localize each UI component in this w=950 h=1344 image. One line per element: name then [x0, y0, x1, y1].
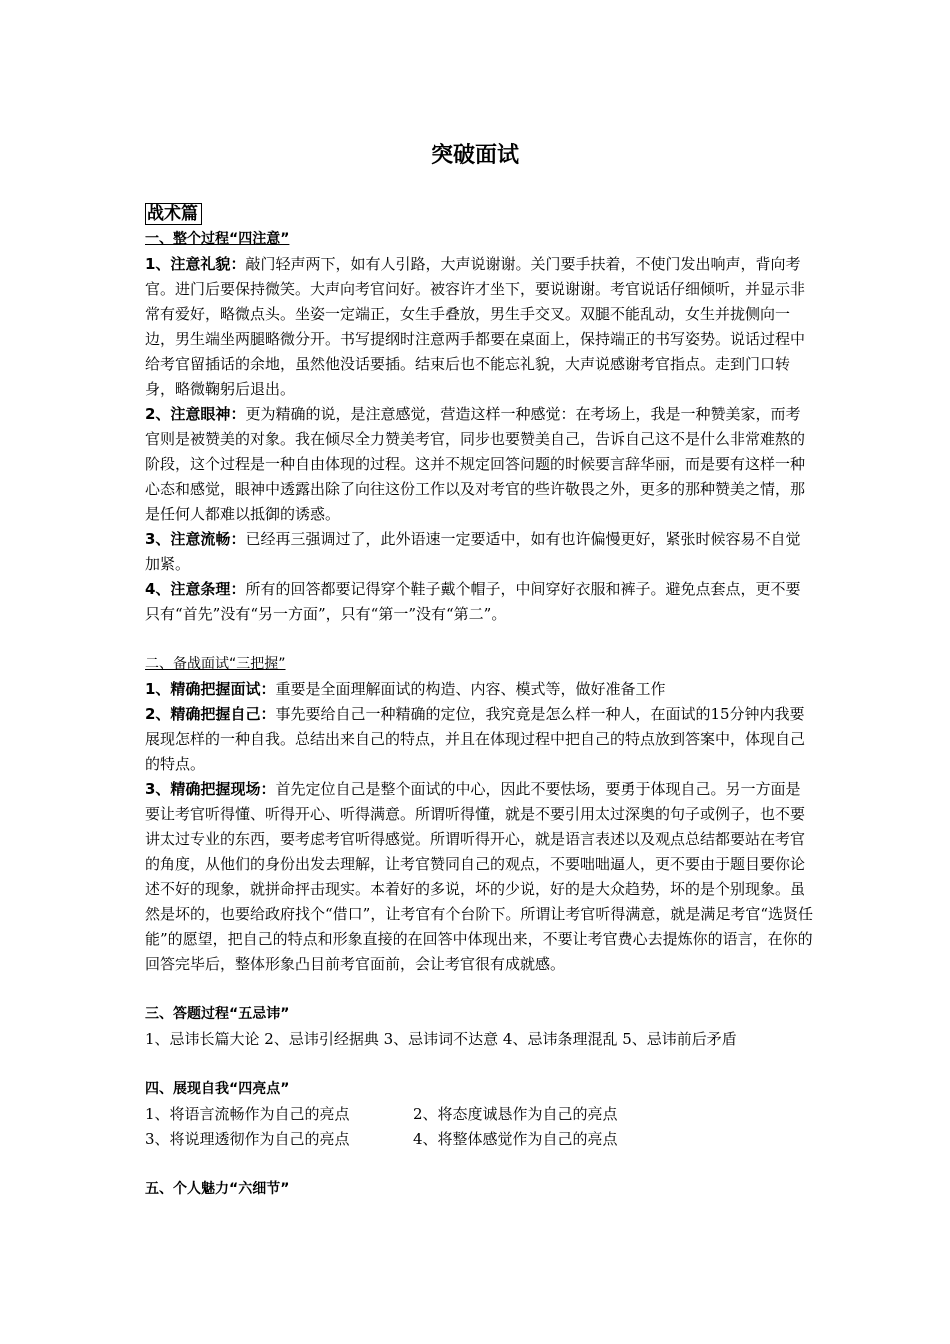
paragraph: [145, 702, 815, 777]
section-heading-2: 二、备战面试“三把握”: [145, 656, 286, 672]
paragraph: 1、忌讳长篇大论 2、忌讳引经据典 3、忌讳词不达意 4、忌讳条理混乱 5、忌讳前后矛盾: [145, 1030, 737, 1048]
section-heading-4: 四、展现自我“四亮点”: [145, 1081, 290, 1097]
item-lead: 1、精确把握面试：: [145, 680, 276, 698]
highlight-item: 4、将整体感觉作为自己的亮点: [413, 1130, 618, 1148]
item-text: 更为精确的说，是注意感觉，营造这样一种感觉：在考场上，我是一种赞美家，而考官则是被赞美的对象。我在倾尽全力赞美考官，同步也要赞美自己，告诉自己这不是什么非常难熬的阶段，这个过程是一种自由体现的过程。这并不规定回答问题的时候要言辞华丽，而是要有这样一种心态和感觉，眼神中透露出除了向往这份工作以及对考官的些许敬畏之外，更多的那种赞美之情，那是任何人都难以抵御的诱惑。: [145, 405, 806, 523]
highlight-item: 2、将态度诚恳作为自己的亮点: [413, 1105, 618, 1123]
item-text: 所有的回答都要记得穿个鞋子戴个帽子，中间穿好衣服和裤子。避免点套点，更不要只有“首先”没有“另一方面”，只有“第一”没有“第二”。: [145, 580, 801, 623]
highlight-row: [145, 1102, 815, 1127]
paragraph: [145, 402, 815, 527]
item-lead: 3、精确把握现场：: [145, 780, 276, 798]
highlight-row: [145, 1127, 815, 1152]
item-lead: 2、注意眼神：: [145, 405, 246, 423]
section-heading-1: 一、整个过程“四注意”: [145, 231, 290, 247]
paragraph: [145, 252, 815, 402]
document-body: [145, 202, 815, 1202]
section-heading-5: 五、个人魅力“六细节”: [145, 1181, 290, 1197]
section-heading-3: 三、答题过程“五忌讳”: [145, 1006, 290, 1022]
paragraph: [145, 777, 815, 977]
highlight-item: 3、将说理透彻作为自己的亮点: [145, 1130, 350, 1148]
paragraph: [145, 527, 815, 577]
item-lead: 3、注意流畅：: [145, 530, 246, 548]
item-text: 重要是全面理解面试的构造、内容、模式等，做好准备工作: [275, 680, 666, 698]
item-text: 已经再三强调过了，此外语速一定要适中，如有也许偏慢更好，紧张时候容易不自觉加紧。: [145, 530, 801, 573]
highlight-item: 1、将语言流畅作为自己的亮点: [145, 1105, 350, 1123]
item-text: 首先定位自己是整个面试的中心，因此不要怯场，要勇于体现自己。另一方面是要让考官听得懂、听得开心、听得满意。所谓听得懂，就是不要引用太过深奥的句子或例子，也不要讲太过专业的东西，要考虑考官听得感觉。所谓听得开心，就是语言表述以及观点总结都要站在考官的角度，从他们的身份出发去理解，让考官赞同自己的观点，不要咄咄逼人，更不要由于题目要你论述不好的现象，就拼命抨击现实。本着好的多说，坏的少说，好的是大众趋势，坏的是个别现象。虽然是坏的，也要给政府找个“借口”，让考官有个台阶下。所谓让考官听得满意，就是满足考官“选贤任能”的愿望，把自己的特点和形象直接的在回答中体现出来，不要让考官费心去提炼你的语言，在你的回答完毕后，整体形象凸目前考官面前，会让考官很有成就感。: [145, 780, 814, 973]
item-lead: 1、注意礼貌：: [145, 255, 246, 273]
item-lead: 4、注意条理：: [145, 580, 246, 598]
item-text: 敲门轻声两下，如有人引路，大声说谢谢。关门要手扶着，不使门发出响声，背向考官。进门后要保持微笑。大声向考官问好。被容许才坐下，要说谢谢。考官说话仔细倾听，并显示非常有爱好，略微点头。坐姿一定端正，女生手叠放，男生手交叉。双腿不能乱动，女生并拢侧向一边，男生端坐两腿略微分开。书写提纲时注意两手都要在桌面上，保持端正的书写姿势。说话过程中给考官留插话的余地，虽然他没话要插。结束后也不能忘礼貌，大声说感谢考官指点。走到门口转身，略微鞠躬后退出。: [145, 255, 806, 398]
item-lead: 2、精确把握自己：: [145, 705, 276, 723]
paragraph: [145, 577, 815, 627]
document-title: 突破面试: [430, 143, 519, 168]
item-text: 事先要给自己一种精确的定位，我究竟是怎么样一种人，在面试的15分钟内我要展现怎样的一种自我。总结出来自己的特点，并且在体现过程中把自己的特点放到答案中，体现自己的特点。: [145, 705, 806, 773]
paragraph: [145, 677, 815, 702]
part-label: 战术篇: [145, 203, 202, 225]
